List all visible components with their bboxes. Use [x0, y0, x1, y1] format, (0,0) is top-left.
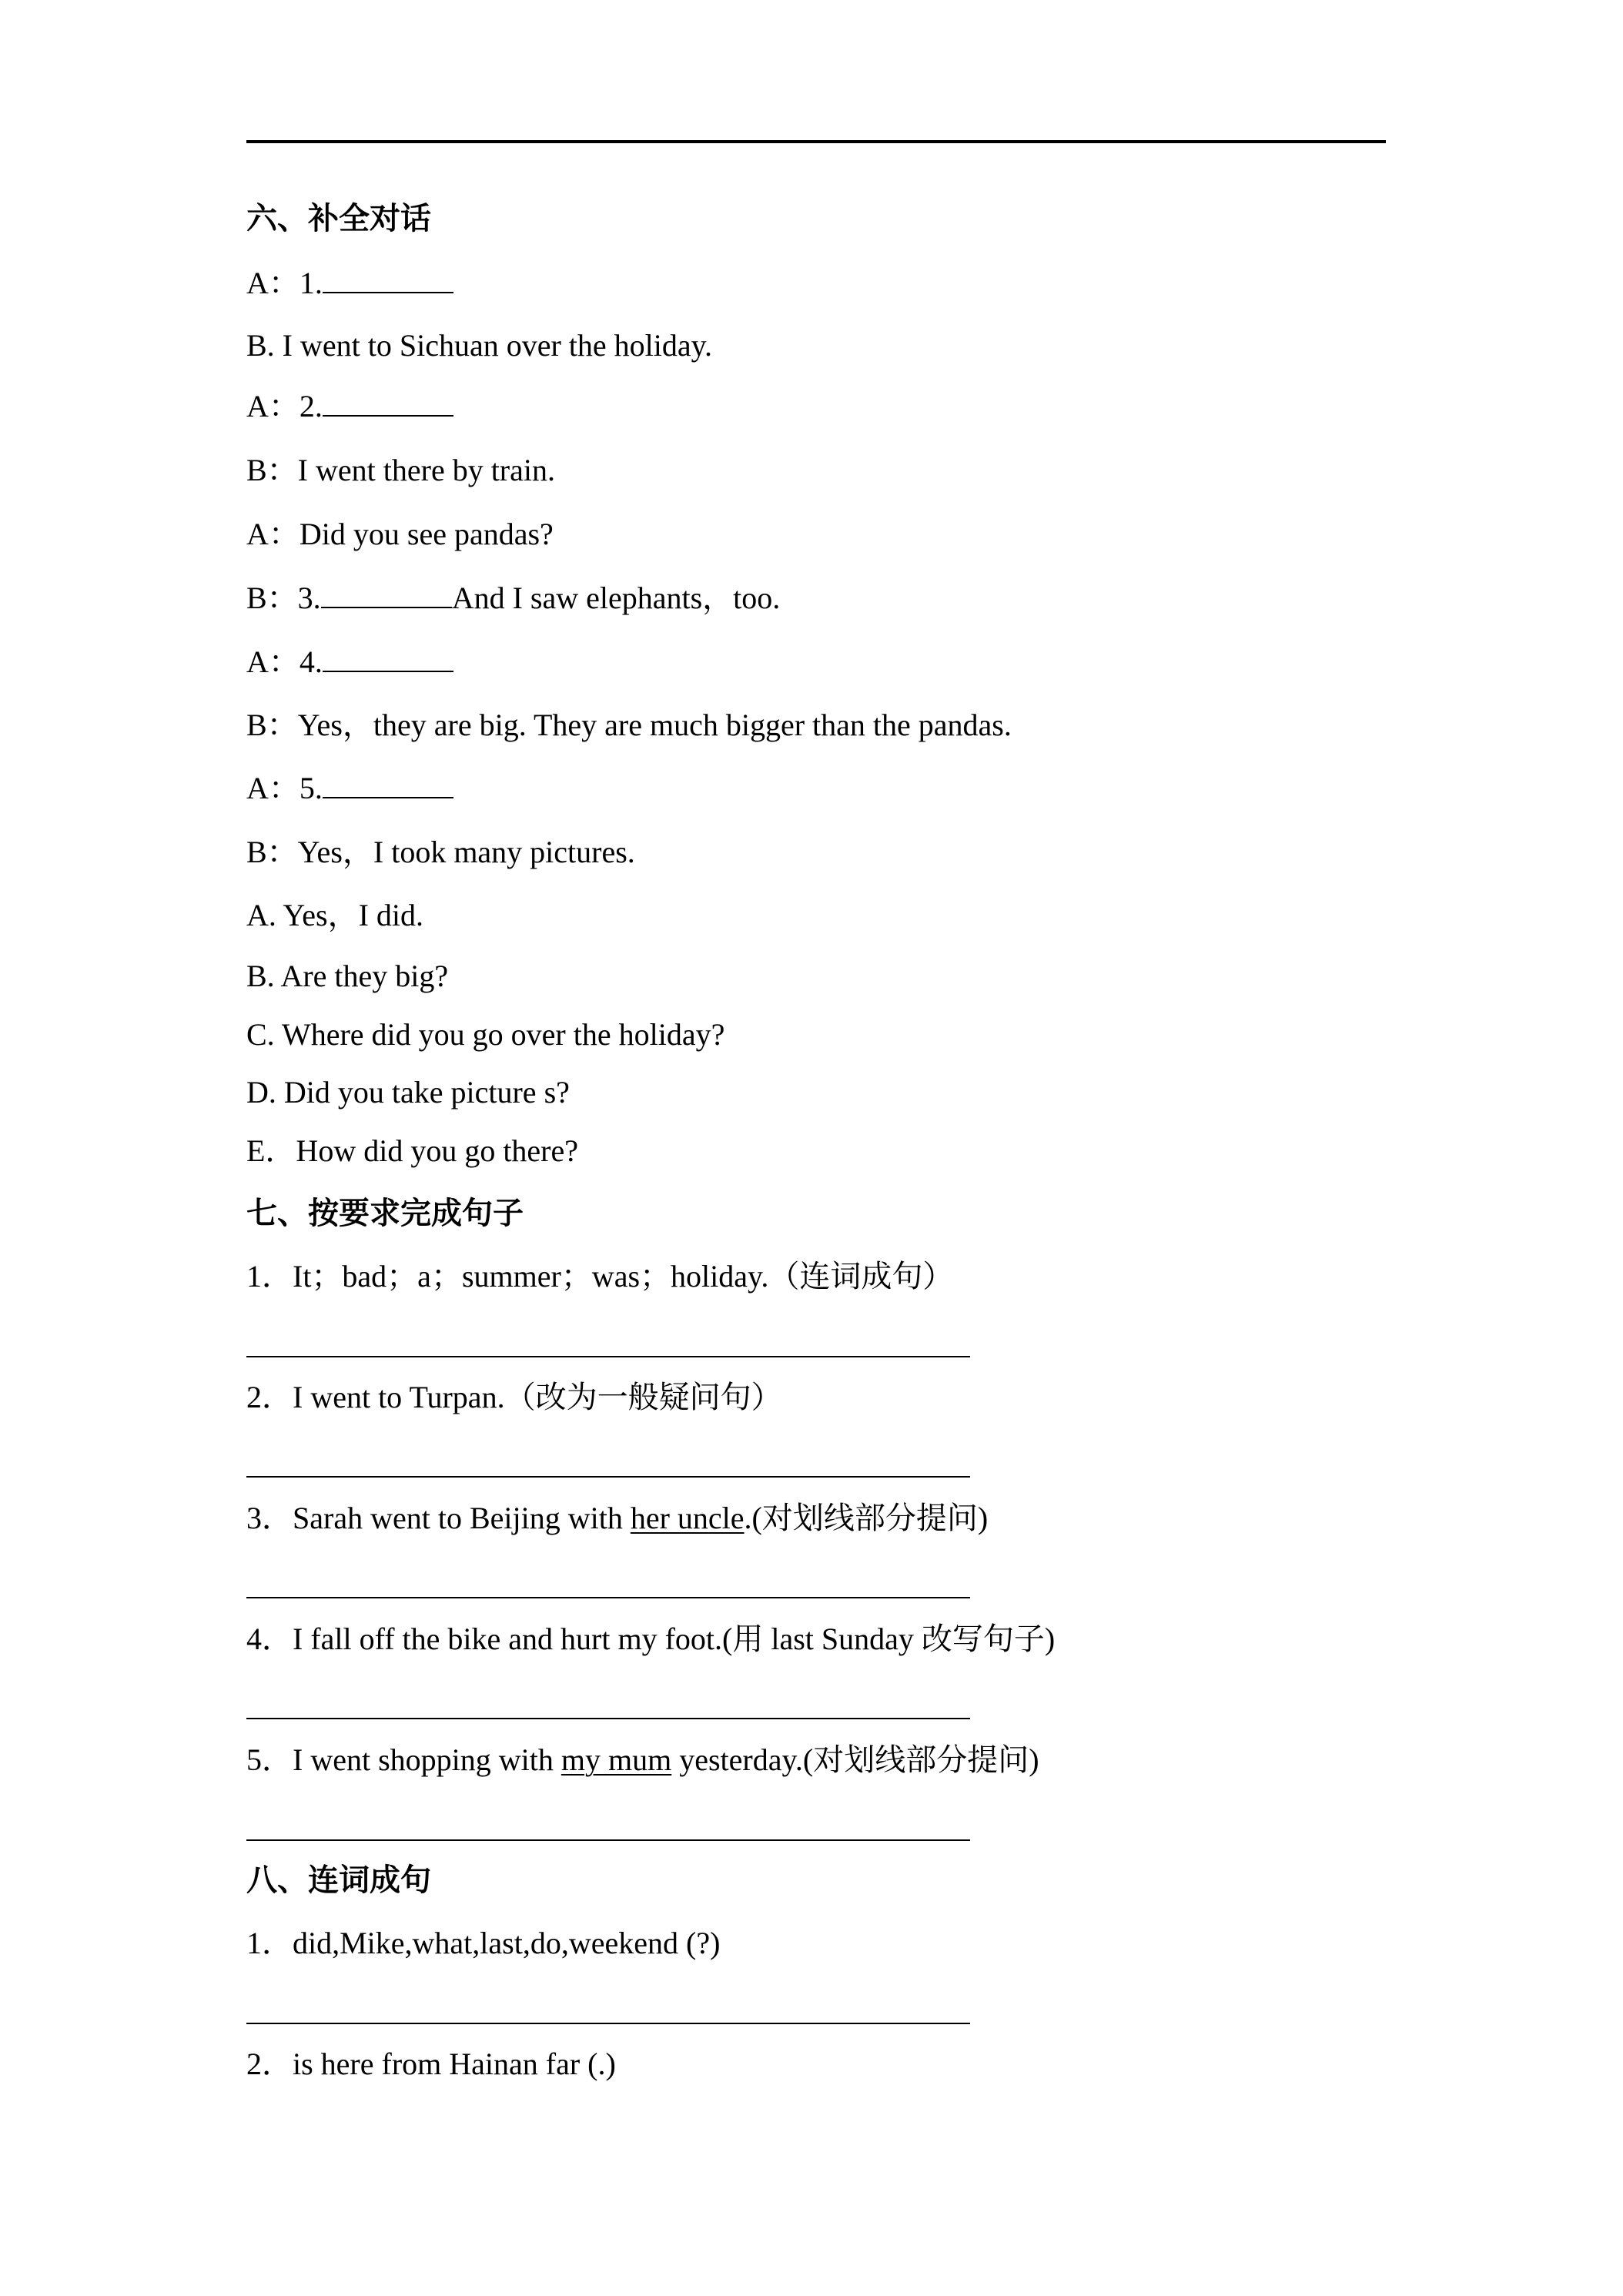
task-7-1: 1．It；bad；a；summer；was；holiday.（连词成句）: [246, 1259, 954, 1294]
task-8-2: 2．is here from Hainan far (.): [246, 2047, 616, 2081]
task-8-1: 1．did,Mike,what,last,do,weekend (?): [246, 1926, 721, 1960]
dialogue-line-8: B：Yes，they are big. They are much bigger than the pandas.: [246, 708, 1012, 742]
option-e: E．How did you go there?: [246, 1133, 579, 1168]
underlined-phrase: her uncle: [630, 1501, 745, 1535]
option-a: A. Yes，I did.: [246, 898, 424, 932]
answer-blank-1[interactable]: [323, 266, 453, 293]
dialogue-line-1: A：1.: [246, 265, 453, 302]
task-7-2: 2．I went to Turpan.（改为一般疑问句）: [246, 1380, 782, 1414]
task-7-4: 4．I fall off the bike and hurt my foot.(用 last Sunday 改写句子): [246, 1622, 1056, 1656]
dialogue-line-3: A：2.: [246, 388, 453, 425]
section-6-title: 六、补全对话: [246, 201, 431, 236]
dialogue-line-7: A：4.: [246, 644, 453, 681]
option-d: D. Did you take picture s?: [246, 1075, 570, 1110]
dialogue-line-10: B：Yes，I took many pictures.: [246, 835, 635, 869]
answer-line-8-1[interactable]: [246, 2023, 970, 2024]
answer-line-7-4[interactable]: [246, 1718, 970, 1719]
section-8-title: 八、连词成句: [246, 1863, 431, 1898]
option-b: B. Are they big?: [246, 959, 449, 993]
answer-line-7-3[interactable]: [246, 1597, 970, 1598]
dialogue-line-4: B：I went there by train.: [246, 453, 555, 487]
answer-blank-4[interactable]: [323, 644, 453, 672]
answer-blank-3[interactable]: [321, 581, 452, 608]
answer-line-7-2[interactable]: [246, 1476, 970, 1478]
dialogue-line-6: B：3. And I saw elephants，too.: [246, 581, 781, 615]
underlined-phrase: my mum: [561, 1742, 672, 1777]
top-rule: [246, 140, 1386, 143]
option-c: C. Where did you go over the holiday?: [246, 1017, 725, 1052]
answer-line-7-1[interactable]: [246, 1356, 970, 1357]
dialogue-line-9: A：5.: [246, 770, 453, 807]
section-7-title: 七、按要求完成句子: [246, 1196, 524, 1231]
task-7-5: 5．I went shopping with my mum yesterday.(对划线部分提问): [246, 1742, 1039, 1777]
answer-blank-2[interactable]: [323, 389, 453, 417]
task-7-3: 3．Sarah went to Beijing with her uncle.(对划线部分提问): [246, 1501, 989, 1535]
answer-blank-5[interactable]: [323, 771, 453, 798]
dialogue-line-5: A：Did you see pandas?: [246, 517, 554, 551]
answer-line-7-5[interactable]: [246, 1839, 970, 1841]
dialogue-line-2: B. I went to Sichuan over the holiday.: [246, 328, 713, 363]
